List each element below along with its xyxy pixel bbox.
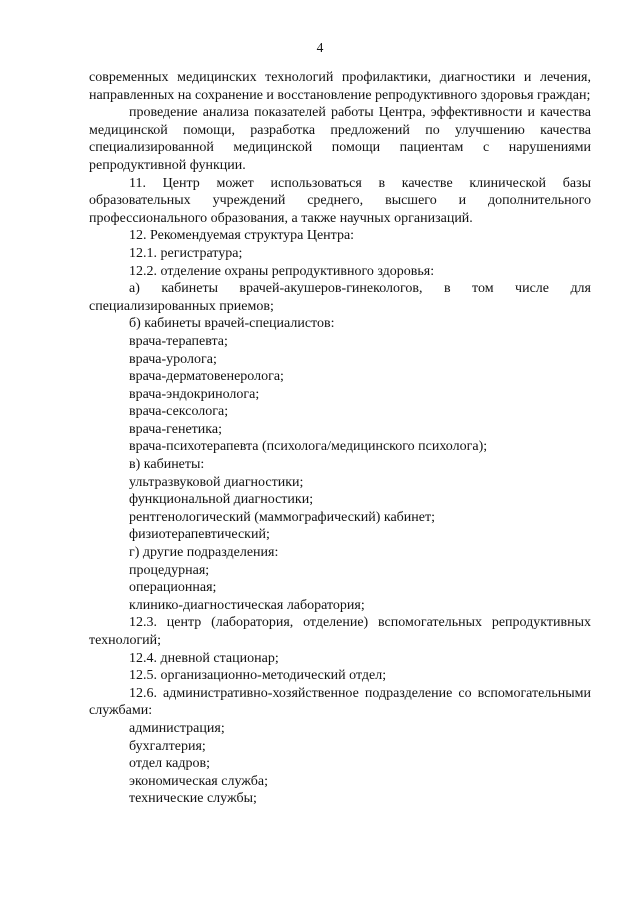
list-item-gynecologists: а) кабинеты врачей-акушеров-гинекологов, в том числе для специализированных приемов; xyxy=(89,281,591,314)
list-item-hr: отдел кадров; xyxy=(129,756,210,772)
list-item-psychotherapist: врача-психотерапевта (психолога/медицинского психолога); xyxy=(129,439,488,455)
list-item-procedure-room: процедурная; xyxy=(129,562,210,578)
page-number: 4 xyxy=(316,40,324,55)
list-item-accounting: бухгалтерия; xyxy=(129,738,206,754)
list-item-methodical-department: 12.5. организационно-методический отдел; xyxy=(129,668,387,684)
list-item-xray: рентгенологический (маммографический) кабинет; xyxy=(129,509,436,525)
list-item-physiotherapy: физиотерапевтический; xyxy=(129,527,270,543)
list-item-therapist: врача-терапевта; xyxy=(129,333,228,349)
paragraph-technologies: современных медицинских технологий профилактики, диагностики и лечения, направленных на сохранение и восстановление репродуктивного здоровья граждан; xyxy=(89,70,591,103)
list-item-functional-diagnostics: функциональной диагностики; xyxy=(129,492,314,508)
list-item-art-center: 12.3. центр (лаборатория, отделение) вспомогательных репродуктивных технологий; xyxy=(89,615,591,648)
list-item-day-hospital: 12.4. дневной стационар; xyxy=(129,650,279,666)
list-item-geneticist: врача-генетика; xyxy=(129,421,222,437)
list-item-other-units: г) другие подразделения: xyxy=(129,545,279,561)
list-item-specialists: б) кабинеты врачей-специалистов: xyxy=(129,316,335,332)
list-item-operating-room: операционная; xyxy=(129,580,217,596)
list-item-economic-service: экономическая служба; xyxy=(129,773,268,789)
list-item-administrative-unit: 12.6. административно-хозяйственное подразделение со вспомогательными службами: xyxy=(89,685,591,719)
list-item-registry: 12.1. регистратура; xyxy=(129,245,243,261)
list-item-ultrasound: ультразвуковой диагностики; xyxy=(129,474,304,490)
list-item-sexologist: врача-сексолога; xyxy=(129,404,229,420)
list-item-administration: администрация; xyxy=(129,720,225,736)
paragraph-analysis: проведение анализа показателей работы Центра, эффективности и качества медицинской помощи, разработка предложений по улучшению качества специализированной медицинской помощи пациентам с нарушениями репродуктивной функции. xyxy=(89,105,591,173)
section-structure-heading: 12. Рекомендуемая структура Центра: xyxy=(129,228,355,244)
document-body xyxy=(89,69,591,808)
list-item-dermatovenerologist: врача-дерматовенеролога; xyxy=(129,369,284,385)
list-item-technical-services: технические службы; xyxy=(129,791,257,807)
paragraph-clinical-base: 11. Центр может использоваться в качестве клинической базы образовательных учреждений среднего, высшего и дополнительного профессионального образования, а также научных организаций. xyxy=(89,175,591,226)
list-item-cabinets: в) кабинеты: xyxy=(129,457,205,473)
list-item-reproductive-department: 12.2. отделение охраны репродуктивного здоровья: xyxy=(129,263,435,279)
list-item-laboratory: клинико-диагностическая лаборатория; xyxy=(129,597,365,613)
list-item-endocrinologist: врача-эндокринолога; xyxy=(129,386,260,402)
list-item-urologist: врача-уролога; xyxy=(129,351,217,367)
